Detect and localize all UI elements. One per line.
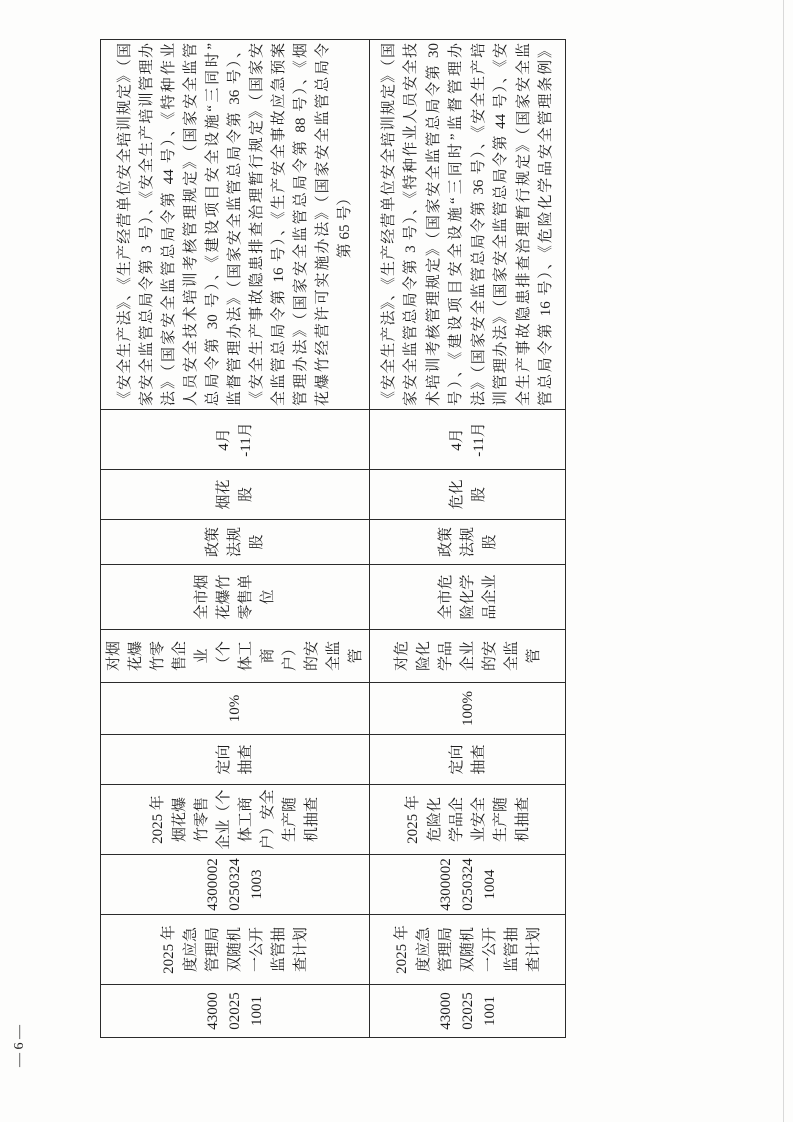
legal-basis-line: 法》（国家安全监管总局令第 44 号）、《特种作业: [161, 43, 177, 406]
legal-basis-line: 全监管总局令第 16 号）、《生产安全事故应急预案: [271, 43, 287, 406]
check-item-line: 全监: [503, 641, 520, 672]
period-line: -11月: [238, 422, 254, 457]
check-item-line: 企业: [459, 641, 476, 672]
plan-id-cell: [370, 985, 566, 1038]
implementing-unit-line: 股: [470, 487, 487, 503]
task-id-cell: [370, 855, 566, 915]
ratio-value: 10%: [227, 694, 243, 723]
check-item-line: 竹零: [150, 641, 166, 672]
inspection-plan-table: [100, 39, 566, 1038]
department-line: 股: [481, 534, 498, 550]
ratio-cell: [101, 683, 370, 735]
legal-basis-line: 《安全生产事故隐患排查治理暂行规定》（国家安: [249, 43, 265, 406]
task-name-line: 体工商: [238, 797, 254, 843]
ratio-value: 100%: [459, 691, 476, 726]
plan-id-line: 1001: [481, 996, 498, 1026]
legal-basis-line: 监督管理办法》（国家安全监管总局令第 36 号）、: [227, 43, 243, 406]
task-id-line: 0250324: [459, 858, 476, 911]
check-type-line: 定向: [216, 744, 232, 775]
check-item-line: （个: [216, 641, 232, 672]
legal-basis-line: 法》（国家安全监管总局令第 36 号）、《安全生产培: [470, 43, 487, 406]
legal-basis-line: 训管理办法》（国家安全监管总局令第 44 号）、《安: [493, 43, 509, 406]
implementing-unit-line: 烟花: [216, 479, 232, 510]
table-row-hazardous-chemicals: [370, 40, 566, 1038]
check-item-line: 对危: [393, 641, 410, 672]
check-object-line: 全市危: [437, 574, 454, 620]
task-name-line: 竹零售: [194, 797, 210, 843]
task-name-line: 机抽查: [304, 797, 320, 843]
task-name-line: 机抽查: [514, 797, 531, 843]
check-item-line: 险化: [415, 641, 432, 672]
legal-basis-line: 《安全生产法》、《生产经营单位安全培训规定》（国: [380, 43, 397, 406]
task-name-line: 生产随: [492, 797, 509, 843]
task-name-line: 企业（个: [216, 789, 232, 850]
legal-basis-line: 号）、《建设项目安全设施“三同时”监督管理办: [448, 43, 464, 406]
plan-name-line: 一公开: [249, 927, 265, 973]
check-type-line: 抽查: [238, 744, 254, 775]
task-id-line: 4300002: [437, 858, 454, 911]
check-object-line: 零售单: [238, 574, 254, 620]
check-item-line: 管: [348, 648, 364, 664]
legal-basis-line: 全生产事故隐患排查治理暂行规定》（国家安全监: [515, 43, 532, 406]
plan-name-cell: [370, 915, 566, 985]
task-name-line: 业安全: [470, 797, 487, 843]
implementing-unit-cell: [101, 470, 370, 520]
period-line: 4月: [448, 428, 465, 451]
check-item-cell: [101, 630, 370, 683]
legal-basis-line: 管总局令第 16 号）、《危险化学品安全管理条例》: [538, 43, 554, 406]
task-name-line: 学品企: [448, 797, 465, 843]
task-name-line: 户）安全: [260, 789, 276, 850]
legal-basis-line: 术培训考核管理规定》（国家安全监管总局令第 30: [425, 43, 442, 406]
implementing-unit-line: 危化: [448, 479, 465, 510]
plan-name-line: 度应急: [183, 927, 199, 973]
plan-name-line: 2025 年: [393, 925, 410, 974]
plan-name-line: 度应急: [415, 927, 432, 973]
check-item-line: 花爆: [128, 641, 144, 672]
department-line: 政策: [437, 527, 454, 558]
check-type-cell: [101, 735, 370, 785]
legal-basis-line: 花爆竹经营许可实施办法》（国家安全监管总局令: [315, 43, 331, 406]
plan-name-line: 查计划: [525, 927, 542, 973]
task-name-line: 2025 年: [150, 795, 166, 844]
legal-basis-line: 总局令第 30 号）、《建设项目安全设施“三同时”: [205, 43, 221, 406]
task-id-cell: [101, 855, 370, 915]
plan-name-line: 双随机: [459, 927, 476, 973]
department-line: 法规: [459, 527, 476, 558]
ratio-cell: [370, 683, 566, 735]
task-id-line: 0250324: [227, 858, 243, 911]
legal-basis-cell: [101, 40, 370, 410]
legal-basis-line: 第 65 号）: [337, 190, 353, 259]
period-cell: [101, 410, 370, 470]
plan-name-line: 管理局: [205, 927, 221, 973]
plan-name-line: 管理局: [437, 927, 454, 973]
check-item-line: 对烟: [106, 641, 122, 672]
check-object-line: 位: [260, 589, 276, 605]
task-name-line: 烟花爆: [172, 797, 188, 843]
check-item-cell: [370, 630, 566, 683]
check-type-line: 定向: [448, 744, 465, 775]
check-item-line: 全监: [326, 641, 342, 672]
plan-name-cell: [101, 915, 370, 985]
department-line: 政策: [205, 527, 221, 558]
legal-basis-cell: [370, 40, 566, 410]
page-number: — 6 —: [12, 1025, 27, 1067]
period-line: 4月: [216, 428, 232, 451]
check-item-line: 体工: [238, 641, 254, 672]
check-object-line: 品企业: [481, 574, 498, 620]
task-id-line: 4300002: [205, 858, 221, 911]
check-type-cell: [370, 735, 566, 785]
check-type-line: 抽查: [470, 744, 487, 775]
legal-basis-line: 管理办法》（国家安全监管总局令第 88 号）、《烟: [293, 43, 309, 406]
department-cell: [101, 520, 370, 565]
check-item-line: 管: [525, 648, 542, 664]
task-name-cell: [101, 785, 370, 855]
check-object-line: 险化学: [459, 574, 476, 620]
plan-name-line: 监管抽: [503, 927, 520, 973]
task-name-line: 危险化: [426, 797, 443, 843]
plan-id-line: 43000: [205, 992, 221, 1030]
plan-name-line: 2025 年: [161, 925, 177, 974]
check-object-cell: [101, 565, 370, 630]
plan-id-cell: [101, 985, 370, 1038]
implementing-unit-line: 股: [238, 487, 254, 503]
plan-name-line: 监管抽: [271, 927, 287, 973]
implementing-unit-cell: [370, 470, 566, 520]
check-object-line: 全市烟: [194, 574, 210, 620]
department-line: 法规: [227, 527, 243, 558]
check-item-line: 商: [260, 648, 276, 664]
check-item-line: 售企: [172, 641, 188, 672]
check-item-line: 业: [194, 648, 210, 664]
plan-name-line: 一公开: [481, 927, 498, 973]
plan-id-line: 02025: [227, 992, 243, 1030]
period-line: -11月: [470, 422, 487, 457]
department-cell: [370, 520, 566, 565]
plan-id-line: 02025: [459, 992, 476, 1030]
legal-basis-line: 《安全生产法》、《生产经营单位安全培训规定》（国: [117, 43, 133, 406]
plan-id-line: 43000: [437, 992, 454, 1030]
task-name-line: 生产随: [282, 797, 298, 843]
check-item-line: 学品: [437, 641, 454, 672]
legal-basis-line: 家安全监管总局令第 3 号）、《安全生产培训管理办: [139, 43, 155, 406]
plan-id-line: 1001: [249, 996, 265, 1026]
task-id-line: 1003: [249, 869, 265, 900]
check-item-line: 户）: [282, 641, 298, 672]
task-name-line: 2025 年: [404, 795, 421, 844]
plan-name-line: 双随机: [227, 927, 243, 973]
check-item-line: 的安: [481, 641, 498, 672]
plan-name-line: 查计划: [293, 927, 309, 973]
department-line: 股: [249, 534, 265, 550]
check-object-line: 花爆竹: [216, 574, 232, 620]
legal-basis-line: 家安全监管总局令第 3 号）、《特种作业人员安全技: [403, 43, 419, 406]
check-object-cell: [370, 565, 566, 630]
period-cell: [370, 410, 566, 470]
legal-basis-line: 人员安全技术培训考核管理规定》（国家安全监管: [183, 43, 199, 406]
table-row-fireworks: [101, 40, 370, 1038]
task-id-line: 1004: [481, 869, 498, 900]
check-item-line: 的安: [304, 641, 320, 672]
task-name-cell: [370, 785, 566, 855]
